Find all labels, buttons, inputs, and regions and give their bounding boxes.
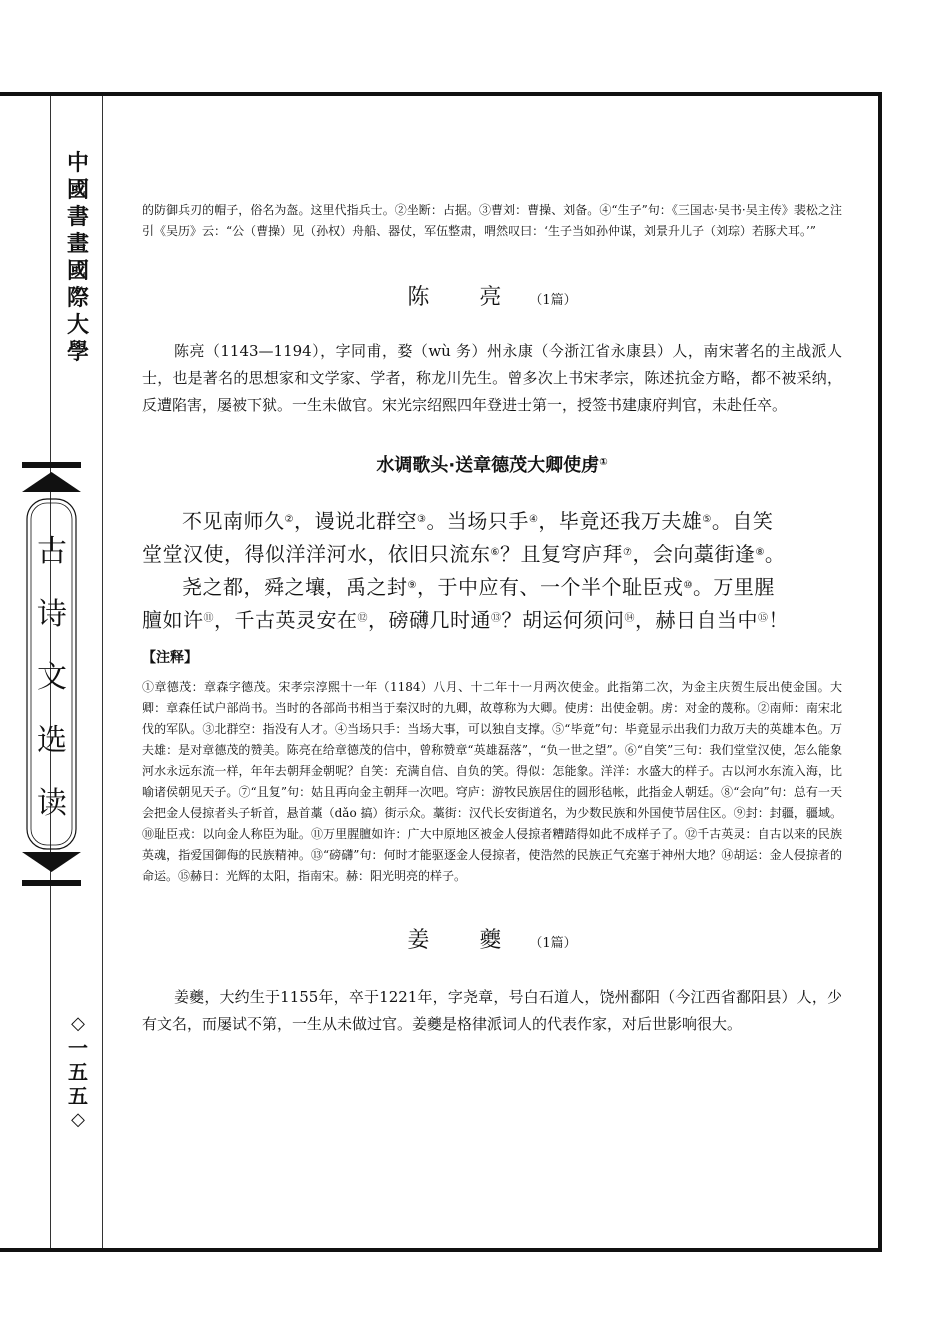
work-count: （1篇）: [529, 293, 577, 308]
footnote-ref: ⑬: [491, 613, 502, 624]
poem-text: 。: [764, 542, 786, 566]
footnote-ref: ②: [284, 514, 294, 525]
author-name: 陈 亮: [407, 285, 516, 310]
poem-text: ，会向藁街逢: [632, 542, 756, 566]
carryover-notes: 的防御兵刃的帽子，俗名为盔。这里代指兵士。②坐断：占据。③曹刘：曹操、刘备。④“生子”句：《三国志·吴书·吴主传》裴松之注引《吴历》云：“公（曹操）见（孙权）舟船、器仗，军伍整肃，喟然叹曰：‘生子当如孙仲谋，刘景升儿子（刘琮）若豚犬耳。’”: [142, 203, 842, 238]
poem-text: 。万里腥: [692, 575, 775, 599]
poem-text: ！: [768, 608, 789, 632]
poem-line: [142, 571, 842, 604]
footnote-ref: ⑧: [755, 547, 765, 558]
diamond-icon: ◇: [71, 1013, 85, 1034]
author-bio-jiang-kui: 姜夔，大约生于1155年，卒于1221年，字尧章，号白石道人，饶州鄱阳（今江西省鄱阳县）人，少有文名，而屡试不第，一生从未做过官。姜夔是格律派词人的代表作家，对后世影响很大。: [142, 988, 842, 1033]
poem-line: [142, 604, 842, 637]
page-number-vertical: [65, 1012, 91, 1132]
footnote-ref: ③: [416, 514, 427, 525]
emblem-bar-bottom: [22, 880, 81, 886]
footnote-ref: ⑨: [407, 580, 417, 591]
page-number-char: 五: [68, 1060, 88, 1084]
footnote-ref: ⑪: [203, 613, 214, 624]
course-char: 古: [37, 534, 67, 569]
poem-text: ，谩说北群空: [293, 509, 417, 533]
page-number-char: 一: [68, 1036, 88, 1060]
footnote-ref: ①: [599, 457, 608, 468]
poem-text: ，磅礴几时通: [368, 608, 491, 632]
footnote-ref: ⑥: [490, 547, 500, 558]
school-name-vertical: 中國書畫國際大學: [66, 151, 89, 365]
work-count: （1篇）: [529, 936, 577, 951]
emblem-bar-top: [22, 462, 81, 468]
poem-text: 膻如许: [142, 608, 204, 632]
poem-body: [142, 505, 842, 637]
course-char: 读: [37, 786, 67, 821]
page-number-char: 五: [68, 1084, 88, 1108]
poem-text: ，千古英灵安在: [214, 608, 358, 632]
footnote-ref: ⑩: [683, 580, 693, 591]
emblem-chevron-top: [22, 470, 81, 492]
poem-text: 堂堂汉使，得似洋洋河水，依旧只流东: [142, 542, 491, 566]
poem-title: [142, 451, 842, 477]
footnote-ref: ④: [528, 514, 539, 525]
footnote-ref: ⑫: [357, 613, 368, 624]
course-char: 选: [37, 723, 67, 758]
poem-text: ，毕竟还我万夫雄: [538, 509, 703, 533]
main-content: [142, 200, 842, 1038]
diamond-icon: ◇: [71, 1109, 85, 1130]
margin-rule-inner: [102, 96, 103, 1248]
author-bio-chen-liang: 陈亮（1143—1194），字同甫，婺（wù 务）州永康（今浙江省永康县）人，南宋著名的主战派人士，也是著名的思想家和文学家、学者，称龙川先生。曾多次上书宋孝宗，陈述抗金方略，都不被采纳，反遭陷害，屡被下狱。一生未做官。宋光宗绍熙四年登进士第一，授签书建康府判官，未赴任卒。: [142, 342, 842, 414]
poem-text: 不见南师久: [182, 509, 285, 533]
emblem-chevron-bottom: [22, 852, 81, 874]
course-char: 诗: [37, 597, 67, 632]
author-name: 姜 夔: [407, 928, 516, 953]
footnote-ref: ⑮: [758, 613, 769, 624]
poem-line: [142, 505, 842, 538]
footnote-ref: ⑭: [624, 613, 635, 624]
poem-text: ？胡运何须问: [501, 608, 625, 632]
poem-text: 尧之都，舜之壤，禹之封: [182, 575, 408, 599]
footnote-ref: ⑤: [702, 514, 712, 525]
course-title-vertical: [34, 520, 70, 835]
author-heading-jiang-kui: [142, 923, 842, 954]
poem-text: 。当场只手: [426, 509, 529, 533]
poem-line: [142, 538, 842, 571]
footnote-ref: ⑦: [622, 547, 633, 558]
author-heading-chen-liang: [142, 280, 842, 311]
poem-text: 。自笑: [711, 509, 774, 533]
annotation-text: ①章德茂：章森字德茂。宋孝宗淳熙十一年（1184）八月、十二年十一月两次使金。此指第二次，为金主庆贺生辰出使金国。大卿：章森任试户部尚书。当时的各部尚书相当于秦汉时的九卿，故尊称为大卿。使虏：出使金朝。虏：对金的蔑称。②南师：南宋北伐的军队。③北群空：指没有人才。④当场只手：当场大事，可以独自支撑。⑤“毕竟”句：毕竟显示出我们力敌万夫的英雄本色。万夫雄：是对章德茂的赞美。陈亮在给章德茂的信中，曾称赞章“英雄磊落”，“负一世之望”。⑥“自笑”三句：我们堂堂汉使，怎么能象河水永远东流一样，年年去朝拜金朝呢？自笑：充满自信、自负的笑。得似：怎能象。洋洋：水盛大的样子。古以河水东流入海，比喻诸侯朝见天子。⑦“且复”句：姑且再向金主朝拜一次吧。穹庐：游牧民族居住的圆形毡帐，此指金人朝廷。⑧“会向”句：总有一天会把金人侵掠者头子斩首，悬首藁（dǎo 搞）街示众。藁街：汉代长安街道名，为少数民族和外国使节居住区。⑨封：封疆，疆域。⑩耻臣戎：以向金人称臣为耻。⑪万里腥膻如许：广大中原地区被金人侵掠者糟踏得如此不成样子了。⑫千古英灵：自古以来的民族英魂，指爱国御侮的民族精神。⑬“磅礴”句：何时才能驱逐金人侵掠者，使浩然的民族正气充塞于神州大地？⑭胡运：金人侵掠者的命运。⑮赫日：光辉的太阳，指南宋。赫：阳光明亮的样子。: [142, 680, 842, 883]
poem-title-text: 水调歌头·送章德茂大卿使虏: [376, 455, 600, 476]
poem-text: ，赫日自当中: [635, 608, 758, 632]
poem-text: ？且复穹庐拜: [499, 542, 623, 566]
course-char: 文: [37, 660, 67, 695]
poem-text: ，于中应有、一个半个耻臣戎: [416, 575, 684, 599]
annotation-heading: 【注释】: [142, 650, 198, 666]
